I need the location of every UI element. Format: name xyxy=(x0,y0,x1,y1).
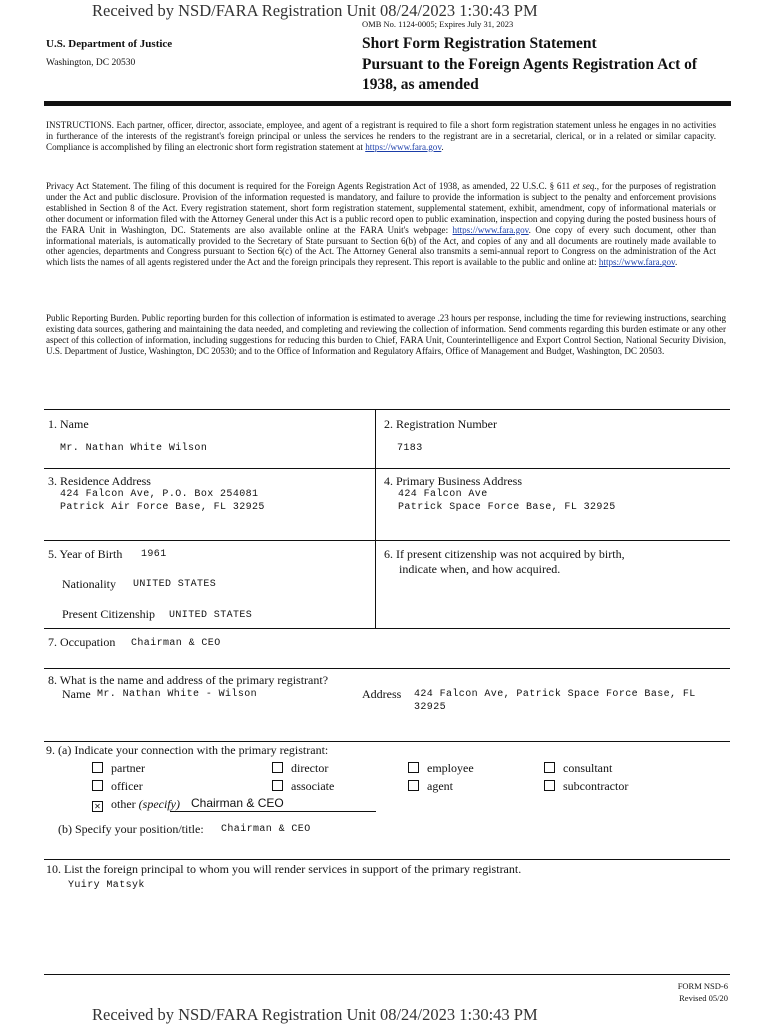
privacy-text-a: Privacy Act Statement. The filing of this document is required for the Foreign Agents Registration Act of 1938, as amended, 22 U.S.C. § 611 xyxy=(46,181,573,191)
option-employee[interactable] xyxy=(408,761,474,776)
q9-label: 9. (a) Indicate your connection with the primary registrant: xyxy=(46,743,329,757)
option-other[interactable] xyxy=(92,797,180,812)
q4-address-line1[interactable]: 424 Falcon Ave xyxy=(398,489,488,500)
option-associate[interactable] xyxy=(272,779,334,794)
privacy-link-1[interactable]: https://www.fara.gov xyxy=(452,224,529,235)
checkbox-agent[interactable] xyxy=(408,780,419,791)
privacy-text-c: . One copy of every such document, other than informational materials, is automatically provided to the Secretary of State pursuant to Section 6(b) of the Act, and copies of any and all documents are routinely made available to other agencies, departments and Congress pursuant to Section 6(c) of the Act. The Attorney General also transmits a semi-annual report to Congress on the administration of the Act which lists the names of all agents registered under the Act and the foreign principals they represent. This report is available to the public and online at: xyxy=(46,224,716,268)
q3-address-line2[interactable]: Patrick Air Force Base, FL 32925 xyxy=(60,502,265,513)
checkbox-employee[interactable] xyxy=(408,762,419,773)
agency-name: U.S. Department of Justice xyxy=(46,38,173,50)
privacy-link-2[interactable]: https://www.fara.gov xyxy=(598,257,675,268)
option-officer-label: officer xyxy=(111,779,143,793)
q2-label: 2. Registration Number xyxy=(384,417,497,431)
form-title-line3: 1938, as amended xyxy=(362,76,479,93)
checkbox-subcontractor[interactable] xyxy=(544,780,555,791)
privacy-text-d: . xyxy=(674,257,678,268)
option-partner-label: partner xyxy=(111,761,145,775)
grid-line xyxy=(44,628,730,629)
q6-label: 6. If present citizenship was not acquired by birth, xyxy=(384,547,625,561)
privacy-et-seq: et seq. xyxy=(573,181,597,191)
q1-label: 1. Name xyxy=(48,417,89,431)
q3-label: 3. Residence Address xyxy=(48,474,151,488)
form-title xyxy=(362,34,697,96)
other-specify-value[interactable]: Chairman & CEO xyxy=(191,796,284,810)
checkbox-consultant[interactable] xyxy=(544,762,555,773)
grid-line xyxy=(44,974,730,975)
nationality-label: Nationality xyxy=(62,577,116,591)
q2-registration-number[interactable]: 7183 xyxy=(397,443,423,454)
received-stamp-top: Received by NSD/FARA Registration Unit 08/24/2023 1:30:43 PM xyxy=(92,1,538,20)
citizenship-label: Present Citizenship xyxy=(62,607,155,621)
instructions-paragraph xyxy=(46,120,716,153)
q8-label: 8. What is the name and address of the primary registrant? xyxy=(48,673,329,687)
form-title-line1: Short Form Registration Statement xyxy=(362,35,597,52)
option-other-label: other xyxy=(111,797,139,811)
option-consultant-label: consultant xyxy=(563,761,613,775)
omb-number: OMB No. 1124-0005; Expires July 31, 2023 xyxy=(362,19,514,29)
checkbox-partner[interactable] xyxy=(92,762,103,773)
q8-address-label: Address xyxy=(362,687,402,701)
instructions-link[interactable]: https://www.fara.gov xyxy=(365,141,442,152)
burden-paragraph: Public Reporting Burden. Public reporting burden for this collection of information is estimated to average .23 hours per response, including the time for reviewing instructions, searching existing data sources, gathering and maintaining the data needed, and completing and reviewing the collection of information. Send comments regarding this burden estimate or any other aspect of this collection of information, including suggestions for reducing this burden to Chief, FARA Unit, Counterintelligence and Export Control Section, National Security Division, U.S. Department of Justice, Washington, DC 20530; and to the Office of Information and Regulatory Affairs, Office of Management and Budget, Washington, DC 20503. xyxy=(46,313,726,356)
citizenship-value[interactable]: UNITED STATES xyxy=(169,610,253,621)
form-revision: Revised 05/20 xyxy=(679,993,728,1003)
instructions-end: . xyxy=(441,141,444,152)
other-specify-underline xyxy=(170,811,376,812)
nationality-value[interactable]: UNITED STATES xyxy=(133,579,217,590)
grid-line xyxy=(44,468,730,469)
agency-location: Washington, DC 20530 xyxy=(46,58,136,68)
q7-occupation-value[interactable]: Chairman & CEO xyxy=(131,638,221,649)
q10-foreign-principal[interactable]: Yuiry Matsyk xyxy=(68,880,145,891)
q1-name-value[interactable]: Mr. Nathan White Wilson xyxy=(60,443,208,454)
option-officer[interactable] xyxy=(92,779,143,794)
option-employee-label: employee xyxy=(427,761,474,775)
grid-line xyxy=(44,859,730,860)
option-director-label: director xyxy=(291,761,329,775)
q8-name-label: Name xyxy=(62,687,91,701)
instructions-text: INSTRUCTIONS. Each partner, officer, director, associate, employee, and agent of a registrant is required to file a short form registration statement unless he engages in no activities in furtherance of the interests of the registrant's foreign principal or unless the services he renders to the registrant are in a secretarial, clerical, or in a related or similar capacity. Compliance is accomplished by filing an electronic short form registration statement at xyxy=(46,120,716,152)
q5-year-of-birth[interactable]: 1961 xyxy=(141,549,167,560)
q4-label: 4. Primary Business Address xyxy=(384,474,522,488)
privacy-text-b: , for the purposes of registration under the Act and public disclosure. Provision of the information requested is mandatory, and failure to provide the information is subject to the penalty and enforcement provisions established in Section 8 of the Act. Every registration statement, short form registration statement, supplemental statement, exhibit, amendment, copy of informational materials or other document or information filed with the Attorney General under this Act is a public record open to public examination, inspection and copying during the posted business hours of the FARA Unit in Washington, DC. Statements are also available online at the FARA Unit's webpage: xyxy=(46,181,716,235)
q8-address-line1[interactable]: 424 Falcon Ave, Patrick Space Force Base, FL xyxy=(414,689,696,700)
checkbox-officer[interactable] xyxy=(92,780,103,791)
option-director[interactable] xyxy=(272,761,328,776)
grid-line xyxy=(44,540,730,541)
q7-label: 7. Occupation xyxy=(48,635,116,649)
q6-label-line2: indicate when, and how acquired. xyxy=(399,562,561,576)
form-title-line2: Pursuant to the Foreign Agents Registration Act of xyxy=(362,55,698,73)
q9b-position-value[interactable]: Chairman & CEO xyxy=(221,824,311,835)
option-partner[interactable] xyxy=(92,761,145,776)
privacy-paragraph xyxy=(46,181,716,268)
received-stamp-bottom: Received by NSD/FARA Registration Unit 08/24/2023 1:30:43 PM xyxy=(92,1005,538,1024)
option-subcontractor[interactable] xyxy=(544,779,628,794)
q10-label: 10. List the foreign principal to whom you will render services in support of the primary registrant. xyxy=(46,862,522,876)
grid-line xyxy=(44,668,730,669)
grid-line xyxy=(44,409,730,410)
option-subcontractor-label: subcontractor xyxy=(563,779,629,793)
checkbox-associate[interactable] xyxy=(272,780,283,791)
q8-address-line2[interactable]: 32925 xyxy=(414,702,447,713)
checkbox-director[interactable] xyxy=(272,762,283,773)
option-consultant[interactable] xyxy=(544,761,612,776)
checkbox-other-checked[interactable]: ✕ xyxy=(92,801,103,812)
header-rule xyxy=(44,101,731,106)
q3-address-line1[interactable]: 424 Falcon Ave, P.O. Box 254081 xyxy=(60,489,259,500)
q5-label: 5. Year of Birth xyxy=(48,547,123,561)
option-agent-label: agent xyxy=(427,779,453,793)
option-agent[interactable] xyxy=(408,779,453,794)
q9b-label: (b) Specify your position/title: xyxy=(58,822,204,836)
grid-divider xyxy=(375,409,376,628)
q8-name-value[interactable]: Mr. Nathan White - Wilson xyxy=(97,689,258,700)
q4-address-line2[interactable]: Patrick Space Force Base, FL 32925 xyxy=(398,502,616,513)
grid-line xyxy=(44,741,730,742)
option-other-specify: (specify) xyxy=(138,797,180,811)
form-id: FORM NSD-6 xyxy=(677,981,728,991)
option-associate-label: associate xyxy=(291,779,335,793)
